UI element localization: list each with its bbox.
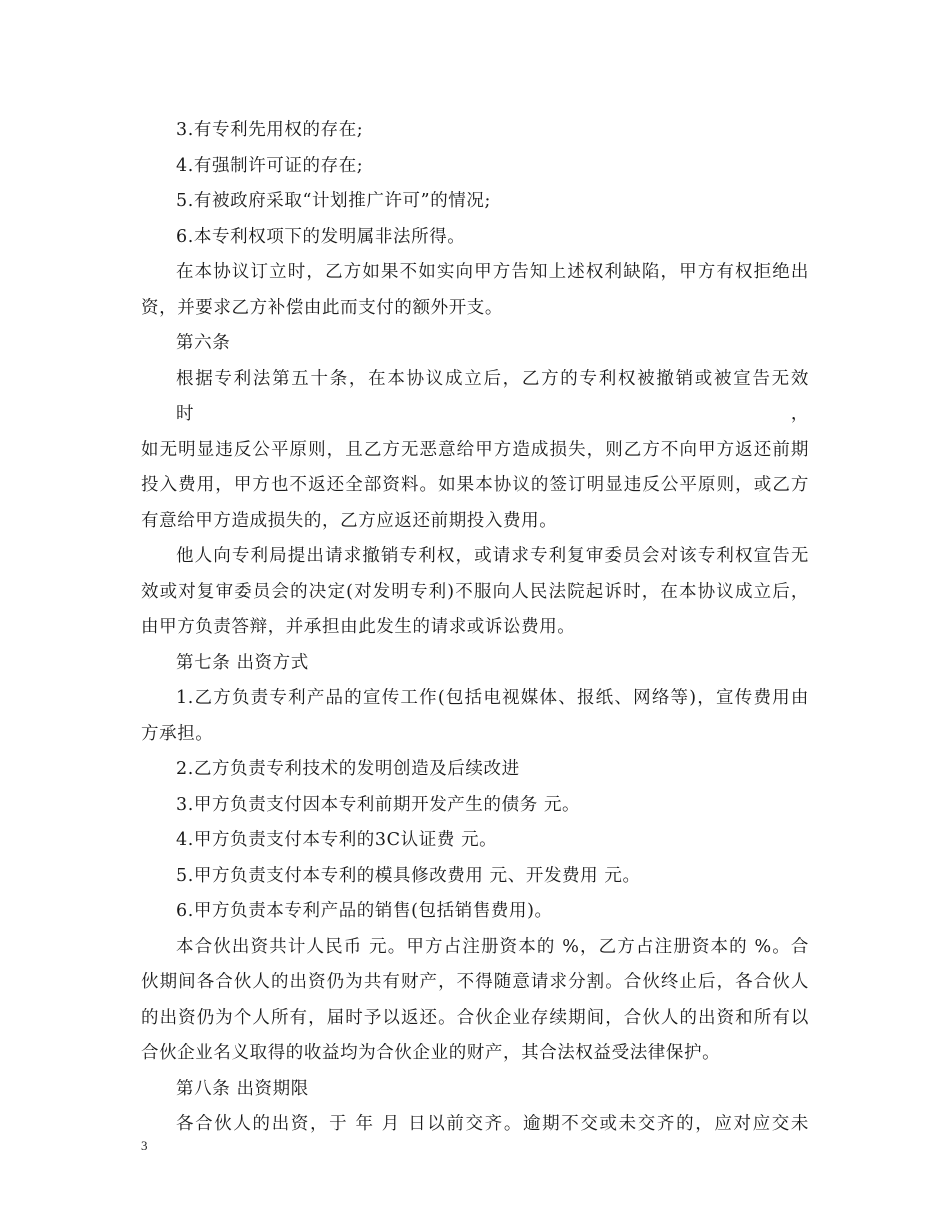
body-line: 如无明显违反公平原则，且乙方无恶意给甲方造成损失，则乙方不向甲方返还前期 — [141, 439, 809, 460]
document-body — [141, 113, 809, 1143]
body-line: 合伙企业名义取得的收益均为合伙企业的财产，其合法权益受法律保护。 — [141, 1043, 721, 1063]
body-line: 4.甲方负责支付本专利的3C认证费 元。 — [176, 830, 498, 850]
body-line: 根据专利法第五十条，在本协议成立后，乙方的专利权被撤销或被宣告无效时， — [176, 368, 809, 424]
page-number: 3 — [141, 1138, 148, 1153]
body-line: 5.甲方负责支付本专利的模具修改费用 元、开发费用 元。 — [176, 865, 641, 886]
body-line: 3.甲方负责支付因本专利前期开发产生的债务 元。 — [176, 794, 581, 815]
body-line: 6.本专利权项下的发明属非法所得。 — [176, 226, 466, 247]
body-line: 在本协议订立时，乙方如果不如实向甲方告知上述权利缺陷，甲方有权拒绝出 — [176, 262, 809, 282]
body-line: 本合伙出资共计人民币 元。甲方占注册资本的 %，乙方占注册资本的 %。合 — [176, 936, 809, 957]
body-line: 各合伙人的出资，于 年 月 日以前交齐。逾期不交或未交齐的，应对应交未 — [176, 1114, 809, 1134]
body-line: 由甲方负责答辩，并承担由此发生的请求或诉讼费用。 — [141, 617, 576, 637]
body-line: 3.有专利先用权的存在; — [176, 120, 364, 140]
body-line: 4.有强制许可证的存在; — [176, 155, 364, 176]
body-line: 5.有被政府采取“计划推广许可”的情况; — [176, 191, 491, 211]
section-heading: 第六条 — [176, 333, 231, 353]
body-line: 1.乙方负责专利产品的宣传工作(包括电视媒体、报纸、网络等)，宣传费用由 — [176, 688, 809, 708]
section-heading: 第七条 出资方式 — [176, 652, 309, 673]
body-line: 有意给甲方造成损失的，乙方应返还前期投入费用。 — [141, 510, 558, 531]
body-line: 2.乙方负责专利技术的发明创造及后续改进 — [176, 759, 520, 779]
body-line: 他人向专利局提出请求撤销专利权，或请求专利复审委员会对该专利权宣告无 — [176, 546, 809, 566]
body-line: 投入费用，甲方也不返还全部资料。如果本协议的签订明显违反公平原则，或乙方 — [141, 475, 809, 495]
body-line: 6.甲方负责本专利产品的销售(包括销售费用)。 — [176, 901, 553, 921]
body-line: 方承担。 — [141, 723, 214, 744]
body-line: 资，并要求乙方补偿由此而支付的额外开支。 — [141, 297, 503, 318]
section-heading: 第八条 出资期限 — [176, 1078, 309, 1099]
body-line: 效或对复审委员会的决定(对发明专利)不服向人民法院起诉时，在本协议成立后， — [141, 581, 809, 602]
body-line: 的出资仍为个人所有，届时予以返还。合伙企业存续期间，合伙人的出资和所有以 — [141, 1007, 809, 1028]
body-line: 伙期间各合伙人的出资仍为共有财产，不得随意请求分割。合伙终止后，各合伙人 — [141, 972, 809, 992]
